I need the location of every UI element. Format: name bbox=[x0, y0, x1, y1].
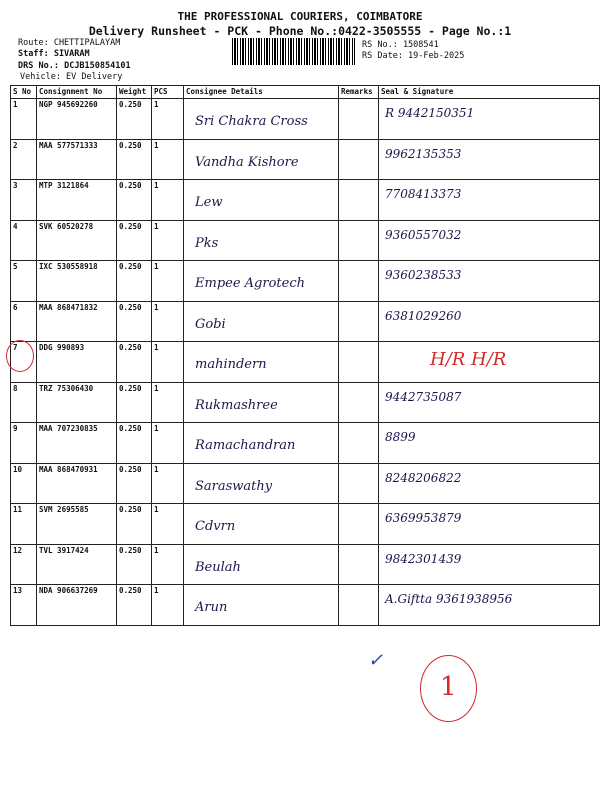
column-header: Remarks bbox=[339, 86, 379, 99]
cell-sno: 7 bbox=[11, 342, 37, 383]
cell-pcs: 1 bbox=[152, 301, 184, 342]
cell-pcs: 1 bbox=[152, 220, 184, 261]
recipient-signature: 9360238533 bbox=[385, 268, 462, 282]
remarks-cell bbox=[339, 382, 379, 423]
table-row bbox=[11, 463, 600, 504]
consignee-handwritten-name: Arun bbox=[195, 600, 228, 615]
cell-pcs: 1 bbox=[152, 585, 184, 626]
consignee-handwritten-name: Ramachandran bbox=[195, 438, 296, 453]
cell-cno: MTP 3121864 bbox=[37, 180, 117, 221]
cell-sno: 3 bbox=[11, 180, 37, 221]
cell-weight: 0.250 bbox=[117, 342, 152, 383]
cell-cno: SVM 2695585 bbox=[37, 504, 117, 545]
recipient-signature: 6381029260 bbox=[385, 308, 462, 323]
table-row bbox=[11, 504, 600, 545]
cell-pcs: 1 bbox=[152, 342, 184, 383]
cell-weight: 0.250 bbox=[117, 301, 152, 342]
consignee-handwritten-name: Rukmashree bbox=[195, 397, 278, 413]
table-header-row bbox=[11, 86, 600, 99]
column-header: Seal & Signature bbox=[379, 86, 600, 99]
cell-weight: 0.250 bbox=[117, 261, 152, 302]
cell-cno: TVL 3917424 bbox=[37, 544, 117, 585]
recipient-signature: A.Giftta 9361938956 bbox=[385, 592, 513, 606]
table-row bbox=[11, 261, 600, 302]
cell-pcs: 1 bbox=[152, 382, 184, 423]
cell-weight: 0.250 bbox=[117, 463, 152, 504]
cell-weight: 0.250 bbox=[117, 585, 152, 626]
cell-weight: 0.250 bbox=[117, 382, 152, 423]
remarks-cell bbox=[339, 423, 379, 464]
rs-number: RS No.: 1508541 bbox=[362, 40, 439, 50]
column-header: Consignee Details bbox=[184, 86, 339, 99]
barcode-image bbox=[232, 38, 355, 65]
recipient-signature: 6369953879 bbox=[385, 511, 462, 525]
table-row bbox=[11, 220, 600, 261]
tick-mark: ✓ bbox=[368, 650, 384, 671]
column-header: Weight bbox=[117, 86, 152, 99]
remarks-cell bbox=[339, 342, 379, 383]
cell-sno: 6 bbox=[11, 301, 37, 342]
company-title: THE PROFESSIONAL COURIERS, COIMBATORE bbox=[177, 10, 423, 23]
remarks-cell bbox=[339, 504, 379, 545]
consignee-handwritten-name: Empee Agrotech bbox=[195, 276, 305, 291]
consignee-handwritten-name: Saraswathy bbox=[195, 478, 273, 494]
recipient-signature: H/R H/R bbox=[430, 349, 507, 370]
cell-cno: MAA 707230835 bbox=[37, 423, 117, 464]
cell-cno: MAA 868471832 bbox=[37, 301, 117, 342]
cell-weight: 0.250 bbox=[117, 139, 152, 180]
remarks-cell bbox=[339, 139, 379, 180]
table-body bbox=[11, 99, 600, 626]
recipient-signature: 7708413373 bbox=[385, 187, 462, 201]
cell-weight: 0.250 bbox=[117, 180, 152, 221]
consignee-handwritten-name: Lew bbox=[195, 195, 223, 210]
count-mark: 1 bbox=[440, 672, 457, 702]
recipient-signature: 8248206822 bbox=[385, 470, 462, 485]
drs-line bbox=[18, 61, 131, 71]
recipient-signature: 8899 bbox=[385, 430, 416, 444]
column-header: S No bbox=[11, 86, 37, 99]
cell-pcs: 1 bbox=[152, 180, 184, 221]
cell-sno: 11 bbox=[11, 504, 37, 545]
column-header: Consignment No bbox=[37, 86, 117, 99]
cell-sno: 10 bbox=[11, 463, 37, 504]
drs-label: DRS No.: bbox=[18, 61, 59, 71]
consignee-handwritten-name: Sri Chakra Cross bbox=[195, 114, 308, 129]
recipient-signature: 9360557032 bbox=[385, 227, 462, 242]
cell-sno: 8 bbox=[11, 382, 37, 423]
table-row bbox=[11, 301, 600, 342]
remarks-cell bbox=[339, 585, 379, 626]
cell-pcs: 1 bbox=[152, 139, 184, 180]
cell-weight: 0.250 bbox=[117, 99, 152, 140]
column-header: PCS bbox=[152, 86, 184, 99]
cell-pcs: 1 bbox=[152, 504, 184, 545]
table-row bbox=[11, 382, 600, 423]
cell-sno: 12 bbox=[11, 544, 37, 585]
recipient-signature: 9442735087 bbox=[385, 389, 462, 404]
recipient-signature: 9962135353 bbox=[385, 146, 462, 161]
remarks-cell bbox=[339, 463, 379, 504]
drs-number: DCJB150854101 bbox=[64, 61, 131, 71]
cell-sno: 1 bbox=[11, 99, 37, 140]
cell-sno: 2 bbox=[11, 139, 37, 180]
remarks-cell bbox=[339, 301, 379, 342]
cell-cno: NDA 906637269 bbox=[37, 585, 117, 626]
cell-cno: NGP 945692260 bbox=[37, 99, 117, 140]
consignee-handwritten-name: mahindern bbox=[195, 357, 267, 372]
cell-weight: 0.250 bbox=[117, 220, 152, 261]
cell-weight: 0.250 bbox=[117, 423, 152, 464]
route-label: Route: CHETTIPALAYAM bbox=[18, 38, 121, 48]
consignee-handwritten-name: Cdvrn bbox=[195, 519, 236, 534]
table-row bbox=[11, 180, 600, 221]
recipient-signature: 9842301439 bbox=[385, 551, 462, 566]
table-row bbox=[11, 544, 600, 585]
cell-weight: 0.250 bbox=[117, 544, 152, 585]
consignee-handwritten-name: Vandha Kishore bbox=[195, 154, 299, 170]
vehicle-label: Vehicle: EV Delivery bbox=[20, 72, 123, 82]
consignee-handwritten-name: Beulah bbox=[195, 559, 241, 575]
cell-cno: IXC 530558918 bbox=[37, 261, 117, 302]
cell-pcs: 1 bbox=[152, 463, 184, 504]
cell-sno: 9 bbox=[11, 423, 37, 464]
table-row bbox=[11, 423, 600, 464]
cell-pcs: 1 bbox=[152, 99, 184, 140]
remarks-cell bbox=[339, 261, 379, 302]
table-row bbox=[11, 139, 600, 180]
cell-cno: SVK 60520278 bbox=[37, 220, 117, 261]
cell-pcs: 1 bbox=[152, 261, 184, 302]
consignee-handwritten-name: Pks bbox=[195, 235, 219, 251]
cell-pcs: 1 bbox=[152, 423, 184, 464]
rs-date: RS Date: 19-Feb-2025 bbox=[362, 51, 465, 61]
consignee-handwritten-name: Gobi bbox=[195, 316, 226, 332]
cell-cno: MAA 868470931 bbox=[37, 463, 117, 504]
red-circle-mark bbox=[6, 340, 34, 372]
cell-cno: MAA 577571333 bbox=[37, 139, 117, 180]
recipient-signature: R 9442150351 bbox=[385, 106, 475, 120]
cell-sno: 4 bbox=[11, 220, 37, 261]
cell-sno: 13 bbox=[11, 585, 37, 626]
cell-weight: 0.250 bbox=[117, 504, 152, 545]
cell-cno: DDG 990893 bbox=[37, 342, 117, 383]
remarks-cell bbox=[339, 544, 379, 585]
cell-pcs: 1 bbox=[152, 544, 184, 585]
runsheet-subtitle: Delivery Runsheet - PCK - Phone No.:0422-3505555 - Page No.:1 bbox=[88, 24, 512, 38]
remarks-cell bbox=[339, 220, 379, 261]
remarks-cell bbox=[339, 99, 379, 140]
runsheet-table bbox=[10, 85, 600, 626]
staff-label: Staff: SIVARAM bbox=[18, 49, 90, 59]
table-row bbox=[11, 342, 600, 383]
remarks-cell bbox=[339, 180, 379, 221]
cell-sno: 5 bbox=[11, 261, 37, 302]
cell-cno: TRZ 75306430 bbox=[37, 382, 117, 423]
